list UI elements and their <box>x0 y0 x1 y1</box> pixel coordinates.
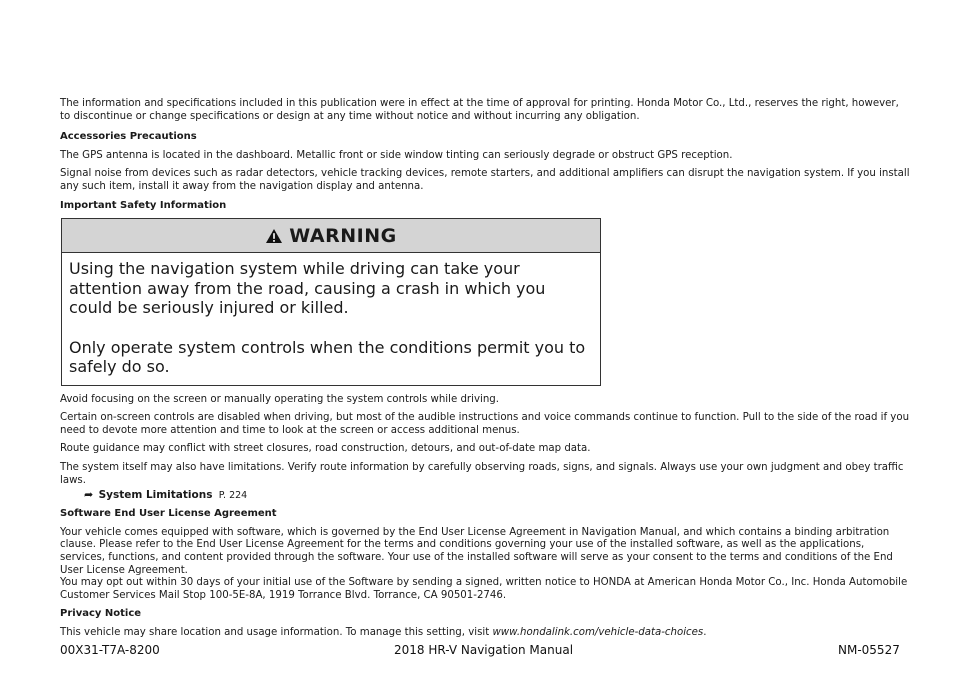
footer-manual-title: 2018 HR-V Navigation Manual <box>394 643 574 657</box>
warning-text-operate: Only operate system controls when the conditions permit you to safely do so. <box>69 337 586 377</box>
privacy-paragraph <box>60 627 912 640</box>
footer-part-number: 00X31-T7A-8200 <box>60 643 160 657</box>
eula-heading: Software End User License Agreement <box>60 508 277 520</box>
limitations-paragraph: The system itself may also have limitations. Verify route information by carefully observing roads, signs, and signals. Always use your own judgment and obey traffic laws. <box>60 462 904 486</box>
xref-title: System Limitations <box>98 489 213 502</box>
warning-text-distraction: Using the navigation system while driving can take your attention away from the road, causing a crash in which you could be seriously injured or killed. <box>69 259 546 318</box>
warning-triangle-icon <box>265 228 283 244</box>
warning-body <box>62 253 600 385</box>
cross-reference-arrow-icon: ➦ <box>84 488 94 502</box>
privacy-url-link[interactable]: www.hondalink.com/vehicle-data-choices <box>492 626 704 638</box>
system-limitations-link[interactable] <box>84 488 912 502</box>
avoid-focusing-paragraph: Avoid focusing on the screen or manually operating the system controls while driving. <box>60 393 499 405</box>
intro-paragraph: The information and specifications included in this publication were in effect at the time of approval for printing. Honda Motor Co., Ltd., reserves the right, however, to discontinue or change specifications or design at any time without notice and without incurring any obligation. <box>60 98 899 122</box>
controls-disabled-paragraph: Certain on-screen controls are disabled when driving, but most of the audible instructions and voice commands continue to function. Pull to the side of the road if you need to devote more attention and time to look at the screen or access additional menus. <box>60 412 910 436</box>
warning-title: WARNING <box>289 224 397 247</box>
privacy-heading: Privacy Notice <box>60 608 142 620</box>
warning-box <box>61 218 601 386</box>
signal-noise-paragraph: Signal noise from devices such as radar detectors, vehicle tracking devices, remote starters, and additional amplifiers can disrupt the navigation system. If you install any such item, install it away from the navigation display and antenna. <box>60 168 910 192</box>
privacy-suffix: . <box>703 626 707 638</box>
opt-out-paragraph: You may opt out within 30 days of your initial use of the Software by sending a signed, written notice to HONDA at American Honda Motor Co., Inc. Honda Automobile Customer Services Mail Stop 100-5E-8A, 1919 Torrance Blvd. Torrance, CA 90501-2746. <box>60 577 908 601</box>
accessories-heading: Accessories Precautions <box>60 131 197 143</box>
warning-header <box>62 219 600 253</box>
footer-document-code: NM-05527 <box>838 643 900 657</box>
eula-paragraph: Your vehicle comes equipped with software, which is governed by the End User License Agreement in Navigation Manual, and which contains a binding arbitration clause. Please refer to the End User License Agreement for the terms and conditions governing your use of the installed software, as well as the applications, services, functions, and content provided through the software. Your use of the installed software will serve as your consent to the terms and conditions of the End User License Agreement. <box>60 526 893 576</box>
privacy-text: This vehicle may share location and usage information. To manage this setting, visit <box>60 626 493 638</box>
route-guidance-paragraph: Route guidance may conflict with street closures, road construction, detours, and out-of-date map data. <box>60 443 591 455</box>
gps-antenna-paragraph: The GPS antenna is located in the dashboard. Metallic front or side window tinting can seriously degrade or obstruct GPS reception. <box>60 149 733 161</box>
page-footer <box>0 643 960 659</box>
document-page <box>60 98 912 640</box>
safety-heading: Important Safety Information <box>60 199 227 211</box>
xref-page: P. 224 <box>218 490 248 502</box>
